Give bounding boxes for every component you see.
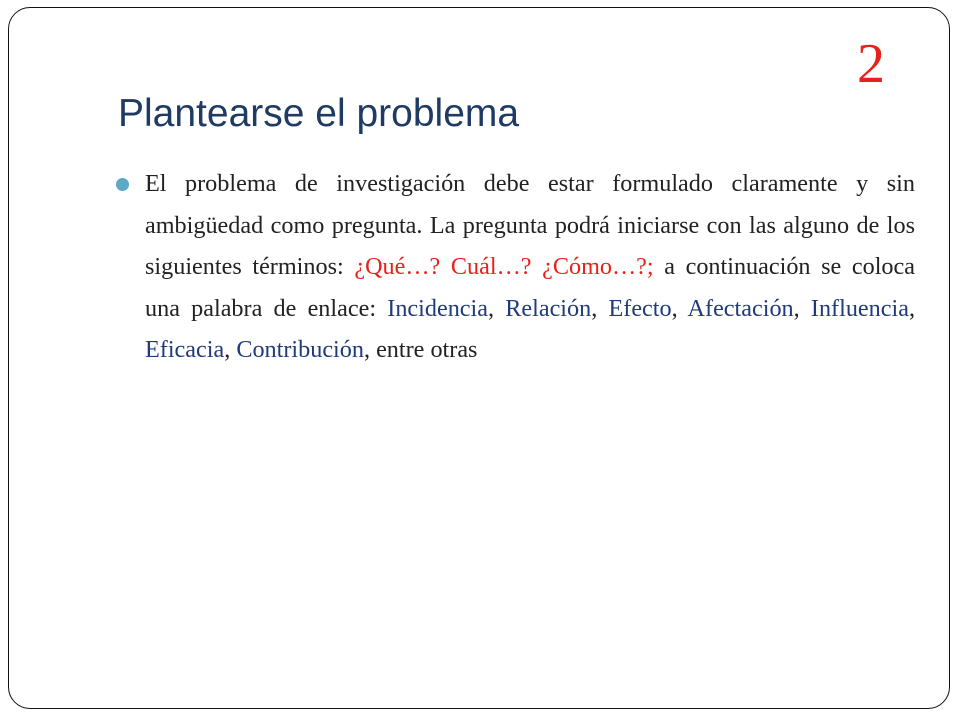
- link-word: Influencia: [810, 294, 909, 322]
- link-word: Relación: [505, 294, 592, 322]
- link-separator: ,: [224, 336, 237, 363]
- question-terms: ¿Qué…? Cuál…? ¿Cómo…?;: [354, 253, 654, 280]
- link-separator: ,: [908, 294, 915, 322]
- link-word: Efecto: [608, 294, 672, 322]
- link-separator: ,: [591, 294, 609, 322]
- link-word: Afectación: [687, 294, 794, 322]
- bullet-intro-text: El problema de investigación debe estar formulado claramente y sin ambigüedad como pregunta. La pregunta podrá iniciarse con las alguno de los siguientes términos:: [145, 170, 915, 280]
- link-word: Contribución: [236, 336, 364, 363]
- link-separator: ,: [487, 294, 506, 322]
- link-separator: ,: [363, 336, 377, 363]
- link-separator: ,: [671, 294, 688, 322]
- slide-number: 2: [857, 33, 885, 95]
- bullet-ending-text: entre otras: [376, 336, 478, 363]
- bullet-mid-text: a continuación se coloca una palabra de enlace:: [145, 253, 915, 322]
- link-separator: ,: [793, 294, 811, 322]
- bullet-paragraph: [145, 163, 915, 371]
- link-word: Incidencia: [387, 294, 488, 322]
- bullet-dot-icon: [116, 178, 129, 191]
- slide: [8, 7, 950, 709]
- slide-title: Plantearse el problema: [118, 92, 520, 135]
- link-word: Eficacia: [145, 336, 225, 363]
